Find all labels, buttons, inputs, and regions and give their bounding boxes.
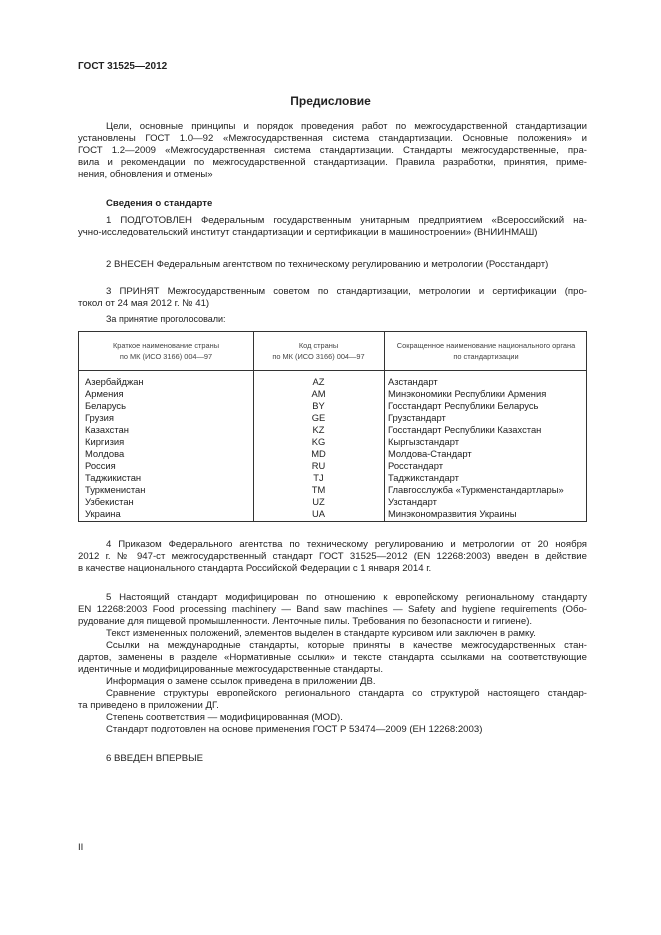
cell-body: Грузстандарт [388,412,446,423]
cell-country: Узбекистан [85,496,134,507]
document-header: ГОСТ 31525—2012 [78,61,168,72]
cell-body: Минэкономики Республики Армения [388,388,547,399]
cell-body: Росстандарт [388,460,443,471]
item-5-paragraph-line: Сравнение структуры европейского регионального стандарта со структурой настоящего стандар- [106,688,587,699]
cell-country: Грузия [85,412,114,423]
cell-country: Туркменистан [85,484,146,495]
item-4-paragraph-line: 2012 г. № 947-ст межгосударственный стандарт ГОСТ 31525—2012 (EN 12268:2003) введен в действие [78,551,587,562]
cell-code: GE [311,412,326,423]
item-3-paragraph-line: токол от 24 мая 2012 г. № 41) [78,298,210,309]
cell-country: Россия [85,460,116,471]
cell-body: Госстандарт Республики Казахстан [388,424,542,435]
cell-body: Главгосслужба «Туркменстандартлары» [388,484,564,495]
item-5-paragraph-line: Ссылки на международные стандарты, которые приняты в качестве межгосударственных стан- [106,640,587,651]
cell-country: Таджикистан [85,472,142,483]
item-5-paragraph-line: идентичные и модифицированные межгосударственные стандарты. [78,664,383,675]
item-4-paragraph-line: 4 Приказом Федерального агентства по техническому регулированию и метрологии от 20 ноября [106,539,587,550]
cell-body: Азстандарт [388,376,438,387]
cell-code: BY [312,400,325,411]
cell-code: UZ [312,496,325,507]
cell-country: Киргизия [85,436,125,447]
cell-code: UA [311,508,326,519]
cell-body: Таджикстандарт [388,472,459,483]
cell-body: Молдова-Стандарт [388,448,472,459]
column-header-country: Краткое наименование страны по МК (ИСО 3166) 004—97 [112,341,220,361]
item-5-paragraph-line: Стандарт подготовлен на основе применения ГОСТ Р 53474—2009 (ЕН 12268:2003) [106,724,483,735]
item-2-paragraph-line: 2 ВНЕСЕН Федеральным агентством по техническому регулированию и метрологии (Росстандарт) [106,259,549,270]
cell-body: Госстандарт Республики Беларусь [388,400,539,411]
cell-country: Казахстан [85,424,129,435]
item-3-paragraph-line: 3 ПРИНЯТ Межгосударственным советом по стандартизации, метрологии и сертификации (про- [106,286,587,297]
cell-code: KZ [312,424,325,435]
intro-paragraph-line: вила и рекомендации по межгосударственной стандартизации. Правила разработки, принятия, приме- [78,157,587,168]
intro-paragraph-line: Цели, основные принципы и порядок проведения работ по межгосударственной стандартизации [106,121,587,132]
page-number: II [78,842,84,853]
item-5-paragraph-line: дартов, заменены в разделе «Нормативные ссылки» и тексте стандарта ссылками на соответствующие [78,652,587,663]
item-5-paragraph-line: та приведено в приложении ДГ. [78,700,219,711]
cell-code: MD [311,448,326,459]
item-4-paragraph-line: в качестве национального стандарта Российской Федерации с 1 января 2014 г. [78,563,432,574]
cell-country: Беларусь [85,400,127,411]
cell-body: Минэкономразвития Украины [388,508,517,519]
intro-paragraph-line: установлены ГОСТ 1.0—92 «Межгосударственная система стандартизации. Основные положения» и [78,133,587,144]
cell-body: Кыргызстандарт [388,436,460,447]
cell-code: TJ [313,472,324,483]
item-5-paragraph-line: Степень соответствия — модифицированная (MOD). [106,712,343,723]
item-1-paragraph-line: учно-исследовательский институт стандартизации и сертификации в машиностроении» (ВНИИНМАШ) [78,227,538,238]
item-5-paragraph-line: Текст измененных положений, элементов выделен в стандарте курсивом или заключен в рамку. [106,628,536,639]
column-header-code: Код страны по МК (ИСО 3166) 004—97 [272,341,365,361]
section-title: Сведения о стандарте [106,198,213,209]
item-5-paragraph-line: Информация о замене ссылок приведена в приложении ДВ. [106,676,376,687]
column-header-body: Сокращенное наименование национального органа по стандартизации [396,341,576,361]
cell-code: AM [311,388,326,399]
page-title: Предисловие [290,94,371,108]
item-5-paragraph-line: рудование для пищевой промышленности. Ленточные пилы. Требования по безопасности и гигиене). [78,616,533,627]
cell-code: RU [311,460,326,471]
cell-country: Армения [85,388,124,399]
item-1-paragraph-line: 1 ПОДГОТОВЛЕН Федеральным государственным унитарным предприятием «Всероссийский на- [106,215,587,226]
cell-country: Молдова [85,448,125,459]
cell-code: TM [311,484,326,495]
item-6-paragraph-line: 6 ВВЕДЕН ВПЕРВЫЕ [106,753,204,764]
cell-body: Узстандарт [388,496,437,507]
cell-code: KG [311,436,326,447]
cell-code: AZ [312,376,325,387]
cell-country: Украина [85,508,121,519]
header-divider [79,370,586,371]
intro-paragraph-line: нения, обновления и отмены» [78,169,213,180]
item-5-paragraph-line: EN 12268:2003 Food processing machinery — Band saw machines — Safety and hygiene requirements (Обо- [78,604,587,615]
vote-label: За принятие проголосовали: [106,314,226,324]
cell-country: Азербайджан [85,376,144,387]
intro-paragraph-line: ГОСТ 1.2—2009 «Межгосударственная система стандартизации. Стандарты межгосударственные, пра- [78,145,587,156]
member-countries-table [78,331,587,522]
item-5-paragraph-line: 5 Настоящий стандарт модифицирован по отношению к европейскому региональному стандарту [106,592,587,603]
